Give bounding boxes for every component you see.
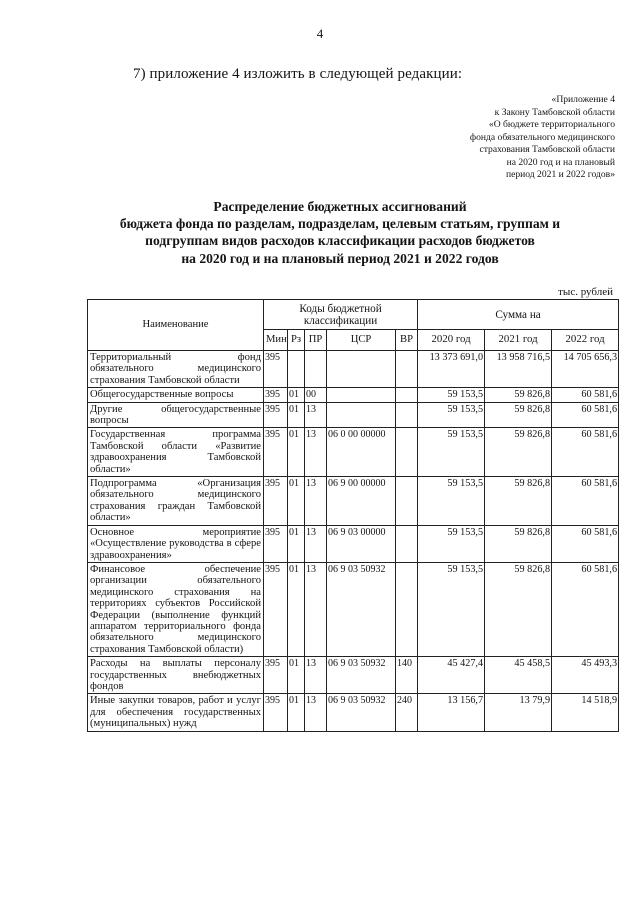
row-name: Подпрограмма «Организация обязательного медицинского страхования граждан Тамбовской области» [88, 477, 264, 526]
row-name: Иные закупки товаров, работ и услуг для обеспечения государственных (муниципальных) нужд [88, 694, 264, 731]
document-title [90, 198, 590, 267]
row-min: 395 [264, 402, 288, 428]
appendix-note-line: к Закону Тамбовской области [494, 106, 615, 118]
row-csr: 06 9 00 00000 [327, 477, 396, 526]
row-vr [396, 402, 418, 428]
row-rz: 01 [288, 388, 305, 402]
row-pr: 13 [305, 562, 327, 656]
appendix-note-line: страхования Тамбовской области [479, 144, 615, 155]
row-2022: 60 581,6 [552, 525, 619, 562]
table-row [88, 428, 619, 477]
header-pr: ПР [305, 330, 327, 351]
row-pr: 13 [305, 694, 327, 731]
row-pr [305, 351, 327, 388]
row-name: Расходы на выплаты персоналу государственных внебюджетных фондов [88, 657, 264, 694]
row-vr [396, 428, 418, 477]
row-2022: 60 581,6 [552, 428, 619, 477]
appendix-note-line: период 2021 и 2022 годов» [505, 169, 615, 180]
row-2021: 59 826,8 [485, 477, 552, 526]
row-min: 395 [264, 562, 288, 656]
row-2020: 13 156,7 [418, 694, 485, 731]
row-vr: 240 [396, 694, 418, 731]
table-row [88, 388, 619, 402]
header-codes-group: Коды бюджетной классификации [264, 300, 418, 330]
row-pr: 13 [305, 477, 327, 526]
row-2022: 60 581,6 [552, 477, 619, 526]
row-min: 395 [264, 694, 288, 731]
header-year-2020: 2020 год [418, 330, 485, 351]
row-rz: 01 [288, 657, 305, 694]
row-csr [327, 388, 396, 402]
appendix-note [375, 94, 615, 182]
row-2020: 59 153,5 [418, 477, 485, 526]
row-min: 395 [264, 388, 288, 402]
row-vr [396, 525, 418, 562]
table-row [88, 657, 619, 694]
header-year-2022: 2022 год [552, 330, 619, 351]
row-csr: 06 9 03 50932 [327, 562, 396, 656]
appendix-note-line: на 2020 год и на плановый [506, 156, 615, 168]
row-2021: 45 458,5 [485, 657, 552, 694]
row-rz: 01 [288, 402, 305, 428]
row-2021: 59 826,8 [485, 388, 552, 402]
row-name: Основное мероприятие «Осуществление руководства в сфере здравоохранения» [88, 525, 264, 562]
header-vr: ВР [396, 330, 418, 351]
row-min: 395 [264, 351, 288, 388]
header-csr: ЦСР [327, 330, 396, 351]
row-2021: 59 826,8 [485, 562, 552, 656]
row-2022: 14 705 656,3 [552, 351, 619, 388]
row-2022: 60 581,6 [552, 402, 619, 428]
row-2020: 45 427,4 [418, 657, 485, 694]
row-min: 395 [264, 525, 288, 562]
row-2021: 59 826,8 [485, 428, 552, 477]
row-name: Финансовое обеспечение организации обязательного медицинского страхования на территориях субъектов Российской Федерации (выполнение функций аппаратом территориального фонда обязательного медицинского страхования Тамбовской области) [88, 562, 264, 656]
row-rz [288, 351, 305, 388]
row-2020: 59 153,5 [418, 402, 485, 428]
header-name: Наименование [88, 300, 264, 351]
row-rz: 01 [288, 562, 305, 656]
row-2020: 59 153,5 [418, 525, 485, 562]
row-min: 395 [264, 428, 288, 477]
intro-text: 7) приложение 4 изложить в следующей редакции: [133, 66, 463, 82]
row-name: Общегосударственные вопросы [88, 388, 264, 402]
row-min: 395 [264, 477, 288, 526]
row-csr: 06 0 00 00000 [327, 428, 396, 477]
title-line: подгруппам видов расходов классификации расходов бюджетов [145, 233, 535, 249]
budget-table-body [88, 351, 619, 732]
row-rz: 01 [288, 525, 305, 562]
appendix-note-line: «Приложение 4 [551, 94, 615, 105]
row-name: Другие общегосударственные вопросы [88, 402, 264, 428]
title-line: бюджета фонда по разделам, подразделам, целевым статьям, группам и [119, 216, 561, 232]
units-label: тыс. рублей [558, 286, 613, 298]
row-2020: 59 153,5 [418, 428, 485, 477]
row-pr: 13 [305, 657, 327, 694]
row-pr: 00 [305, 388, 327, 402]
table-row [88, 694, 619, 731]
row-csr [327, 402, 396, 428]
row-name: Территориальный фонд обязательного медицинского страхования Тамбовской области [88, 351, 264, 388]
row-2021: 59 826,8 [485, 525, 552, 562]
row-rz: 01 [288, 428, 305, 477]
header-min: Мин [264, 330, 288, 351]
row-2021: 13 958 716,5 [485, 351, 552, 388]
row-2020: 59 153,5 [418, 388, 485, 402]
row-csr [327, 351, 396, 388]
page-number: 4 [316, 26, 324, 41]
row-2022: 14 518,9 [552, 694, 619, 731]
row-vr [396, 388, 418, 402]
row-2021: 59 826,8 [485, 402, 552, 428]
table-row [88, 562, 619, 656]
row-vr [396, 351, 418, 388]
row-min: 395 [264, 657, 288, 694]
row-pr: 13 [305, 428, 327, 477]
row-pr: 13 [305, 402, 327, 428]
title-line: Распределение бюджетных ассигнований [213, 199, 467, 214]
row-vr [396, 562, 418, 656]
table-row [88, 525, 619, 562]
table-row [88, 477, 619, 526]
table-row [88, 351, 619, 388]
row-csr: 06 9 03 00000 [327, 525, 396, 562]
row-vr: 140 [396, 657, 418, 694]
row-2020: 13 373 691,0 [418, 351, 485, 388]
row-rz: 01 [288, 477, 305, 526]
row-2022: 60 581,6 [552, 562, 619, 656]
row-csr: 06 9 03 50932 [327, 657, 396, 694]
appendix-note-line: фонда обязательного медицинского [469, 131, 615, 143]
row-pr: 13 [305, 525, 327, 562]
header-sum-group: Сумма на [418, 300, 619, 330]
row-csr: 06 9 03 50932 [327, 694, 396, 731]
table-row [88, 402, 619, 428]
header-rz: Рз [288, 330, 305, 351]
row-2020: 59 153,5 [418, 562, 485, 656]
row-name: Государственная программа Тамбовской области «Развитие здравоохранения Тамбовской области» [88, 428, 264, 477]
row-2022: 60 581,6 [552, 388, 619, 402]
row-2021: 13 79,9 [485, 694, 552, 731]
row-rz: 01 [288, 694, 305, 731]
header-year-2021: 2021 год [485, 330, 552, 351]
title-line: на 2020 год и на плановый период 2021 и 2022 годов [181, 250, 499, 266]
row-vr [396, 477, 418, 526]
appendix-note-line: «О бюджете территориального [488, 119, 615, 130]
row-2022: 45 493,3 [552, 657, 619, 694]
budget-table [87, 299, 619, 732]
